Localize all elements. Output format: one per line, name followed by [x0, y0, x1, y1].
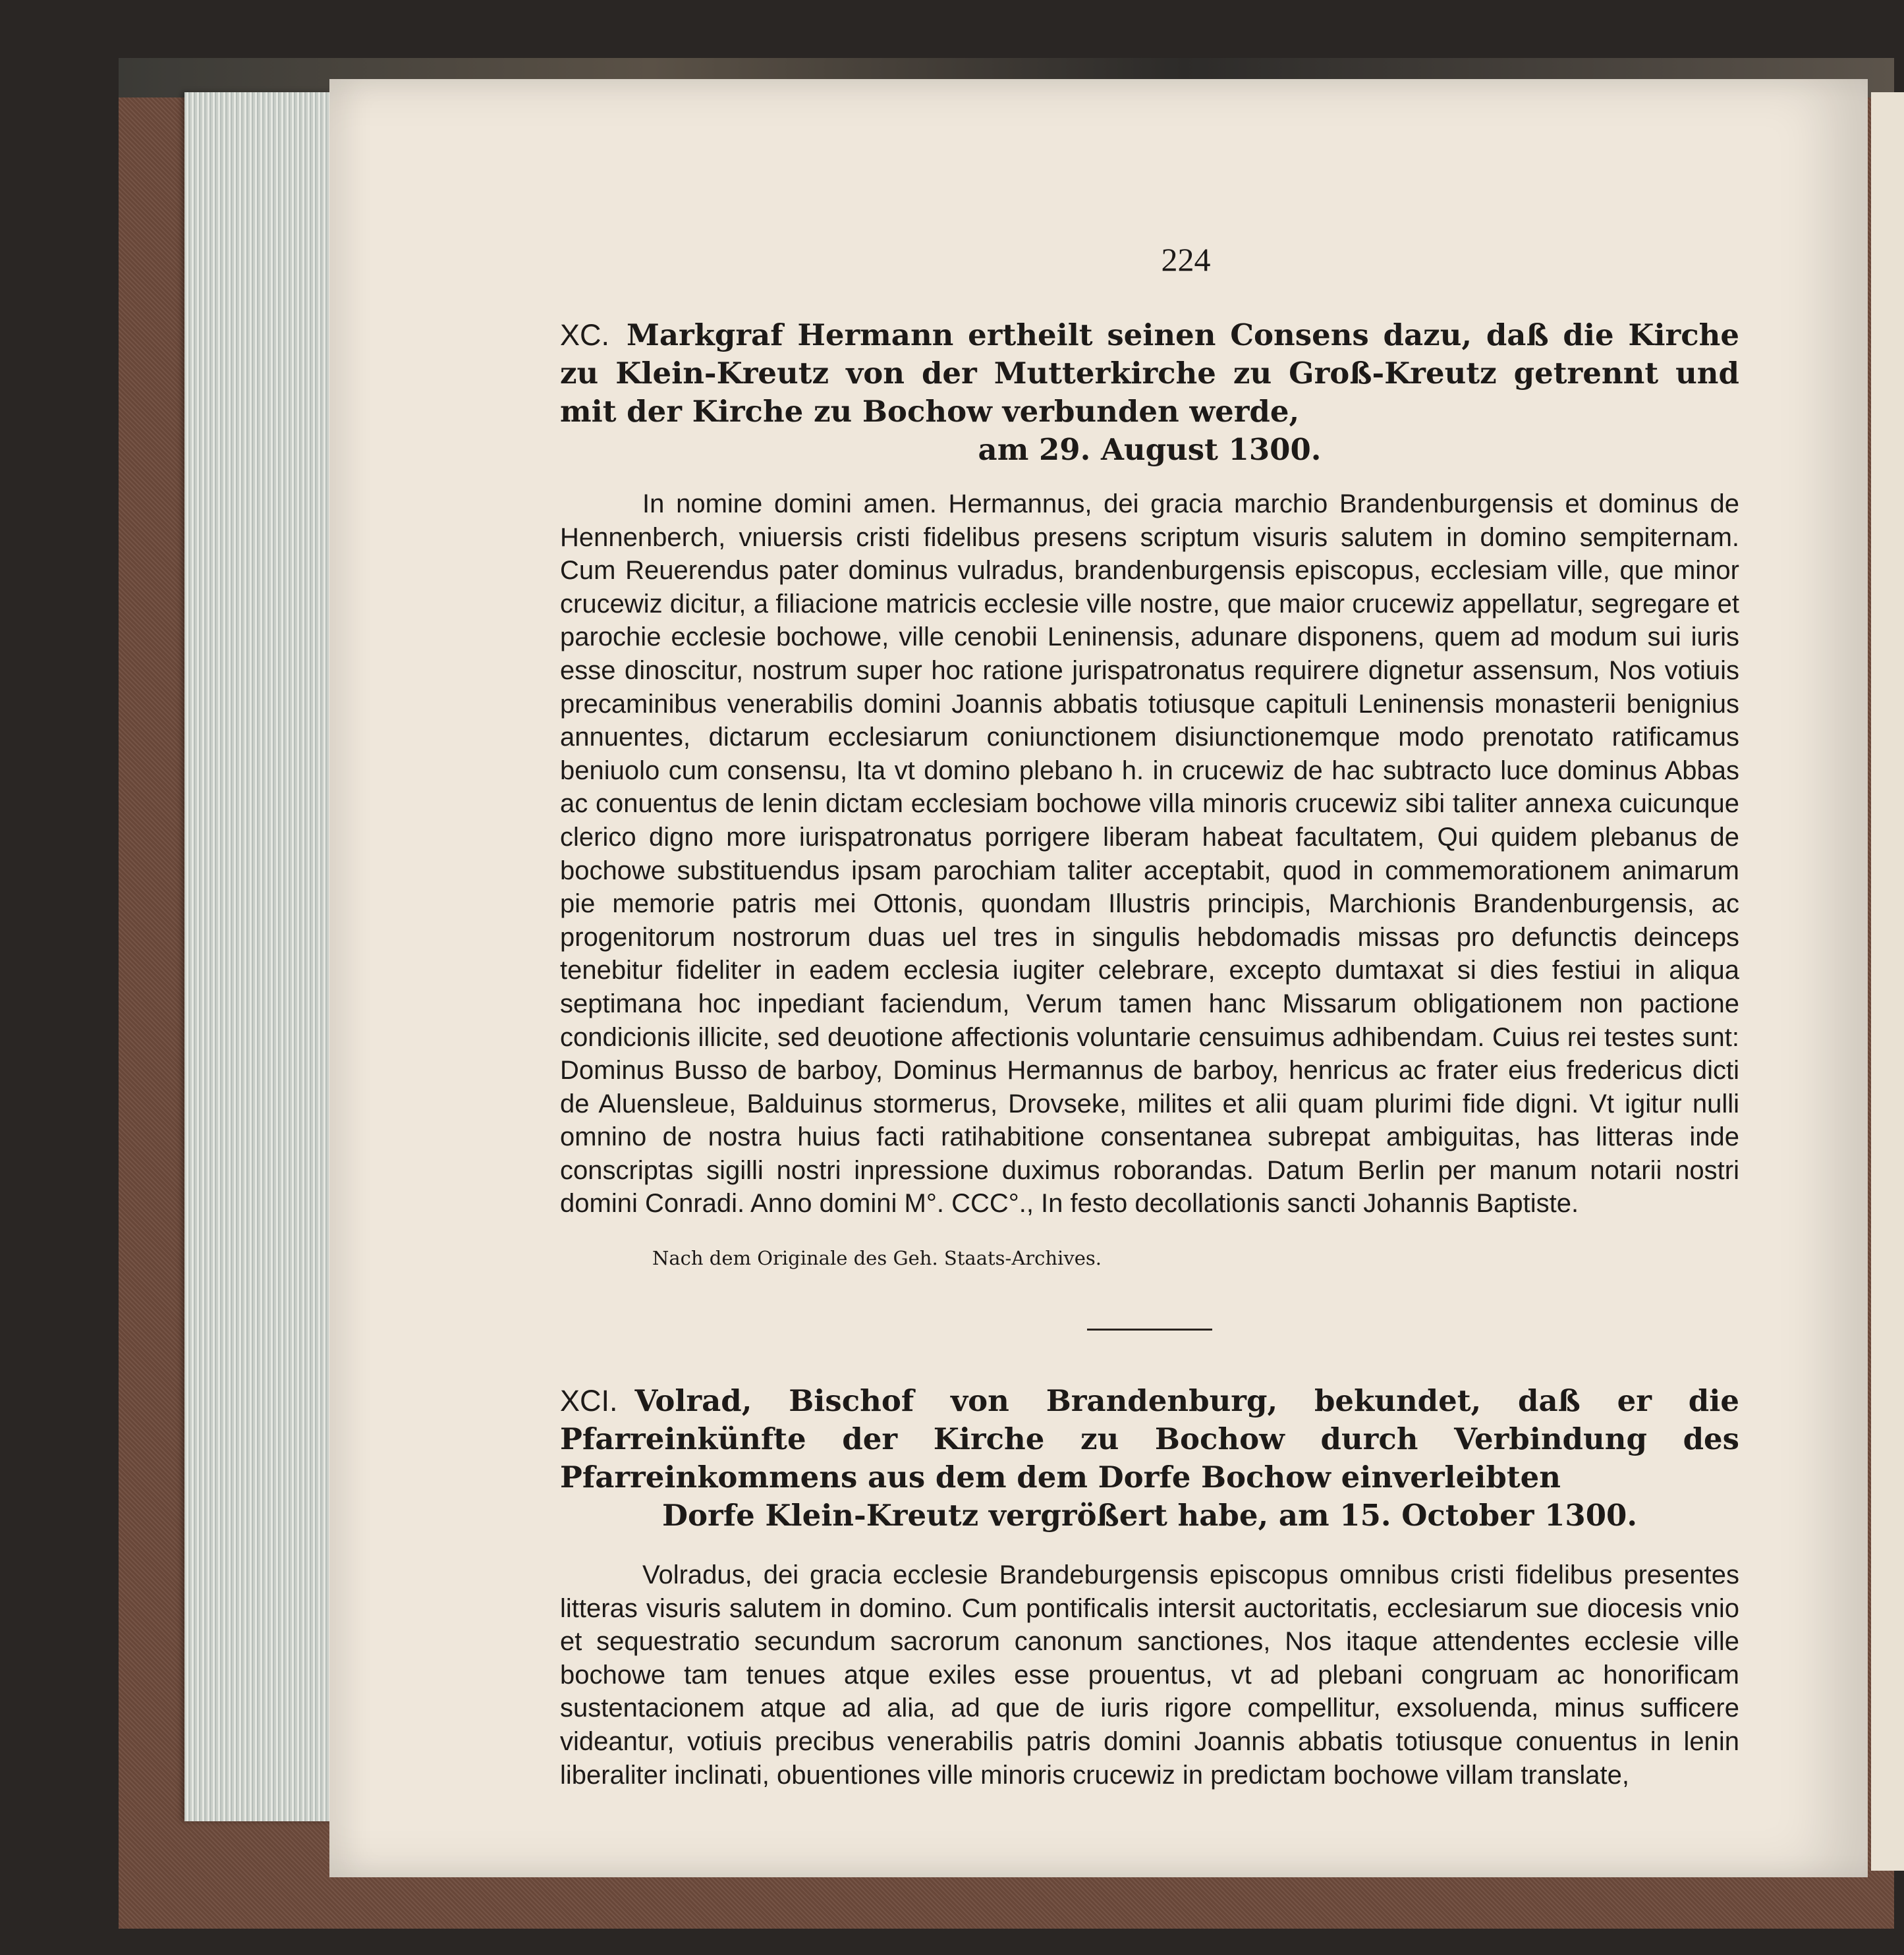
document-heading-xc: [560, 316, 1739, 469]
source-note: Nach dem Originale des Geh. Staats-Archives.: [652, 1247, 1102, 1270]
document-heading-xci: [560, 1382, 1739, 1535]
book-page: [329, 79, 1868, 1877]
page-content: [560, 158, 1739, 1818]
document-date: am 29. August 1300.: [978, 432, 1322, 467]
document-title: Volrad, Bischof von Brandenburg, bekundet, daß er die Pfarreinkünfte der Kirche zu Bochow durch Verbindung des Pfarreinkommens aus dem dem Dorfe Bochow einverleibten: [560, 1383, 1739, 1495]
facing-page-edge: [1871, 92, 1904, 1871]
document-text: Volradus, dei gracia ecclesie Brandeburgensis episcopus omnibus cristi fidelibus presentes litteras visuris salutem in domino. Cum pontificalis intersit auctoritatis, ecclesiarum sue diocesis vnio et sequestratio secundum sacrorum canonum sanctiones, Nos itaque attendentes ecclesie ville bochowe tam tenues atque exiles esse prouentus, vt ad plebani congruam ac honorificam sustentacionem atque ad alia, ad que de iuris rigore compellitur, exsoluenda, minus sufficere videantur, votiuis precibus venerabilis patris domini Joannis abbatis totiusque conuentus in lenin liberaliter inclinati, obuentiones ville minoris crucewiz in predictam bochowe villam translate,: [560, 1560, 1739, 1790]
page-edges: [184, 92, 333, 1821]
document-number: XCI.: [560, 1384, 618, 1418]
page-number: 224: [1161, 241, 1211, 278]
document-title: Markgraf Hermann ertheilt seinen Consens dazu, daß die Kirche zu Klein-Kreutz von der Mutterkirche zu Groß-Kreutz getrennt und mit der Kirche zu Bochow verbunden werde,: [560, 317, 1739, 429]
document-text: In nomine domini amen. Hermannus, dei gracia marchio Brandenburgensis et dominus de Hennenberch, vniuersis cristi fidelibus presens scriptum visuris salutem in domino sempiternam. Cum Reuerendus pater dominus vulradus, brandenburgensis episcopus, ecclesiam ville, que minor crucewiz dicitur, a filiacione matricis ecclesie ville nostre, que maior crucewiz appellatur, segregare et parochie ecclesie bochowe, ville cenobii Leninensis, adunare disponens, quem ad modum sui iuris esse dinoscitur, nostrum super hoc ratione jurispatronatus requirere dignetur assensum, Nos votiuis precaminibus venerabilis domini Joannis abbatis totiusque capituli Leninensis monasterii benignius annuentes, dictarum ecclesiarum coniunctionem disiunctionemque modo prenotato ratificamus beniuolo cum consensu, Ita vt domino plebano h. in crucewiz de hac subtracto luce dominus Abbas ac conuentus de lenin dictam ecclesiam bochowe villa minoris crucewiz sibi taliter annexa cuicunque clerico digno more iurispatronatus porrigere liberam habeat facultatem, Qui quidem plebanus de bochowe substituendus ipsam parochiam taliter acceptabit, quod in commemorationem animarum pie memorie patris mei Ottonis, quondam Illustris principis, Marchionis Brandenburgensis, ac progenitorum nostrorum duas uel tres in singulis hebdomadis missas pro defunctis deinceps tenebitur fideliter in eadem ecclesia iugiter celebrare, excepto dumtaxat si dies festiui in aliqua septimana hoc inpediant faciendum, Verum tamen hanc Missarum obligationem non pactione condicionis illicite, sed deuotione affectionis voluntarie censuimus adhibendam. Cuius rei testes sunt: Dominus Busso de barboy, Dominus Hermannus de barboy, henricus ac frater eius fredericus dicti de Aluensleue, Balduinus stormerus, Drovseke, milites et alii quam plurimi fide digni. Vt igitur nulli omnino de nostra huius facti ratihabitione consentanea subrepat ambiguitas, has litteras inde conscriptas sigilli nostri inpressione duximus roborandas. Datum Berlin per manum notarii nostri domini Conradi. Anno domini M°. CCC°., In festo decollationis sancti Johannis Baptiste.: [560, 489, 1739, 1219]
document-date: Dorfe Klein-Kreutz vergrößert habe, am 15. October 1300.: [661, 1498, 1638, 1533]
document-number: XC.: [560, 318, 610, 352]
section-divider: [1087, 1329, 1212, 1331]
